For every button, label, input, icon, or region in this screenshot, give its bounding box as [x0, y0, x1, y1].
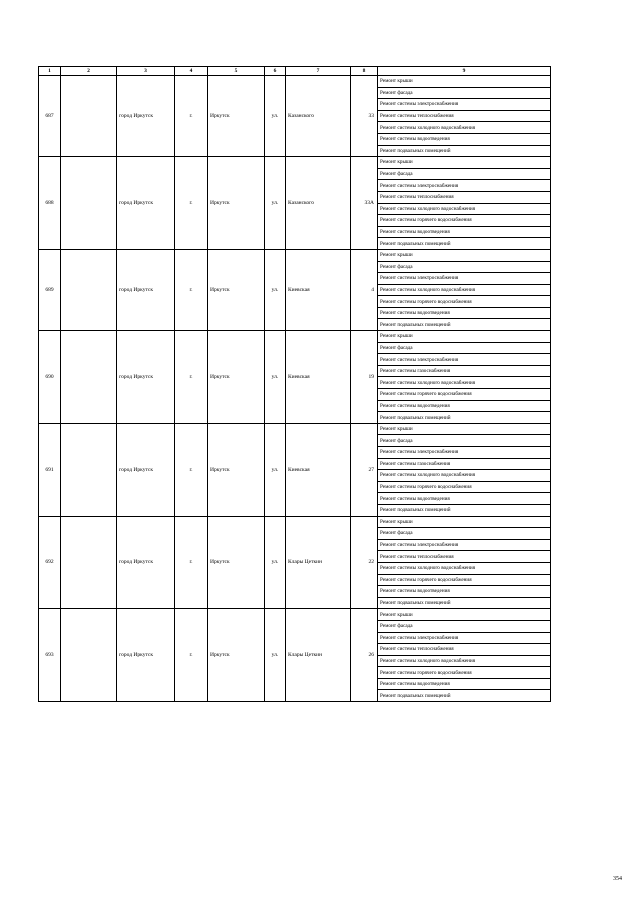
locality-cell: город Иркутск: [117, 331, 175, 424]
repair-work-cell: Ремонт фасада: [378, 528, 551, 540]
street-type-cell: ул.: [265, 609, 286, 702]
repair-work-cell: Ремонт системы горячего водоснабжения: [378, 296, 551, 308]
repair-work-cell: Ремонт системы горячего водоснабжения: [378, 667, 551, 679]
repair-work-cell: Ремонт системы теплоснабжения: [378, 551, 551, 563]
repair-work-cell: Ремонт подвальных помещений: [378, 597, 551, 609]
locality-cell: город Иркутск: [117, 516, 175, 609]
city-cell: Иркутск: [208, 516, 265, 609]
repair-work-cell: Ремонт крыши: [378, 331, 551, 343]
repair-work-cell: Ремонт системы электроснабжения: [378, 273, 551, 285]
street-type-cell: ул.: [265, 423, 286, 516]
locality-cell: город Иркутск: [117, 76, 175, 157]
column-header: 2: [61, 67, 117, 76]
row-number: 688: [39, 157, 61, 250]
repair-work-cell: Ремонт системы электроснабжения: [378, 99, 551, 111]
header-row: [39, 67, 551, 76]
house-number-cell: 27: [351, 423, 378, 516]
column-2-cell: [61, 516, 117, 609]
repair-work-cell: Ремонт крыши: [378, 157, 551, 169]
repair-work-cell: Ремонт фасада: [378, 168, 551, 180]
table-body: [39, 76, 551, 702]
column-header: 5: [208, 67, 265, 76]
locality-cell: город Иркутск: [117, 423, 175, 516]
repair-work-cell: Ремонт системы газоснабжения: [378, 365, 551, 377]
settlement-type-cell: г.: [175, 423, 208, 516]
column-header: 6: [265, 67, 286, 76]
column-header: 1: [39, 67, 61, 76]
table-row: [39, 331, 551, 343]
column-header: 9: [378, 67, 551, 76]
column-header: 7: [286, 67, 351, 76]
repair-work-cell: Ремонт системы электроснабжения: [378, 180, 551, 192]
repair-work-cell: Ремонт подвальных помещений: [378, 412, 551, 424]
repair-work-cell: Ремонт подвальных помещений: [378, 504, 551, 516]
locality-cell: город Иркутск: [117, 157, 175, 250]
settlement-type-cell: г.: [175, 516, 208, 609]
house-number-cell: 33: [351, 76, 378, 157]
column-2-cell: [61, 609, 117, 702]
row-number: 693: [39, 609, 61, 702]
street-cell: Казанского: [286, 157, 351, 250]
house-number-cell: 4: [351, 249, 378, 330]
city-cell: Иркутск: [208, 331, 265, 424]
repair-work-cell: Ремонт системы холодного водоснабжения: [378, 284, 551, 296]
table-row: [39, 609, 551, 621]
table-row: [39, 157, 551, 169]
repair-work-cell: Ремонт крыши: [378, 76, 551, 88]
house-number-cell: 33А: [351, 157, 378, 250]
repair-work-cell: Ремонт фасада: [378, 87, 551, 99]
street-type-cell: ул.: [265, 249, 286, 330]
row-number: 687: [39, 76, 61, 157]
column-header: 8: [351, 67, 378, 76]
column-2-cell: [61, 157, 117, 250]
house-number-cell: 19: [351, 331, 378, 424]
column-2-cell: [61, 423, 117, 516]
repair-work-cell: Ремонт системы холодного водоснабжения: [378, 203, 551, 215]
repair-work-cell: Ремонт системы водоотведения: [378, 678, 551, 690]
repair-work-cell: Ремонт фасада: [378, 261, 551, 273]
repair-work-cell: Ремонт подвальных помещений: [378, 145, 551, 157]
page-number: 354: [613, 876, 622, 882]
table-row: [39, 423, 551, 435]
settlement-type-cell: г.: [175, 76, 208, 157]
house-number-cell: 26: [351, 609, 378, 702]
house-number-cell: 22: [351, 516, 378, 609]
repair-work-cell: Ремонт системы электроснабжения: [378, 447, 551, 459]
repair-work-cell: Ремонт системы электроснабжения: [378, 632, 551, 644]
settlement-type-cell: г.: [175, 331, 208, 424]
settlement-type-cell: г.: [175, 157, 208, 250]
repair-work-cell: Ремонт системы теплоснабжения: [378, 110, 551, 122]
row-number: 692: [39, 516, 61, 609]
street-cell: Киевская: [286, 331, 351, 424]
repair-work-cell: Ремонт системы водоотведения: [378, 307, 551, 319]
repair-work-cell: Ремонт фасада: [378, 342, 551, 354]
table-row: [39, 516, 551, 528]
row-number: 689: [39, 249, 61, 330]
repair-work-cell: Ремонт подвальных помещений: [378, 238, 551, 250]
street-cell: Киевская: [286, 423, 351, 516]
repair-work-cell: Ремонт системы электроснабжения: [378, 354, 551, 366]
repair-work-cell: Ремонт системы электроснабжения: [378, 539, 551, 551]
city-cell: Иркутск: [208, 249, 265, 330]
street-cell: Клары Цеткин: [286, 516, 351, 609]
settlement-type-cell: г.: [175, 249, 208, 330]
repair-work-cell: Ремонт системы горячего водоснабжения: [378, 389, 551, 401]
repair-work-cell: Ремонт системы холодного водоснабжения: [378, 562, 551, 574]
locality-cell: город Иркутск: [117, 249, 175, 330]
repair-work-cell: Ремонт крыши: [378, 516, 551, 528]
repair-work-cell: Ремонт системы теплоснабжения: [378, 191, 551, 203]
repair-registry-table: [38, 66, 551, 702]
city-cell: Иркутск: [208, 157, 265, 250]
repair-work-cell: Ремонт системы водоотведения: [378, 493, 551, 505]
street-type-cell: ул.: [265, 76, 286, 157]
city-cell: Иркутск: [208, 76, 265, 157]
table-row: [39, 249, 551, 261]
column-header: 4: [175, 67, 208, 76]
street-cell: Клары Цеткин: [286, 609, 351, 702]
repair-work-cell: Ремонт фасада: [378, 620, 551, 632]
street-type-cell: ул.: [265, 331, 286, 424]
repair-work-cell: Ремонт системы теплоснабжения: [378, 644, 551, 656]
repair-work-cell: Ремонт системы горячего водоснабжения: [378, 215, 551, 227]
column-2-cell: [61, 76, 117, 157]
city-cell: Иркутск: [208, 423, 265, 516]
column-2-cell: [61, 249, 117, 330]
repair-work-cell: Ремонт системы водоотведения: [378, 400, 551, 412]
street-cell: Казанского: [286, 76, 351, 157]
repair-work-cell: Ремонт подвальных помещений: [378, 319, 551, 331]
repair-work-cell: Ремонт системы водоотведения: [378, 226, 551, 238]
repair-work-cell: Ремонт крыши: [378, 423, 551, 435]
city-cell: Иркутск: [208, 609, 265, 702]
repair-work-cell: Ремонт системы водоотведения: [378, 133, 551, 145]
repair-work-cell: Ремонт системы холодного водоснабжения: [378, 470, 551, 482]
repair-work-cell: Ремонт системы газоснабжения: [378, 458, 551, 470]
repair-work-cell: Ремонт системы холодного водоснабжения: [378, 655, 551, 667]
repair-work-cell: Ремонт системы горячего водоснабжения: [378, 574, 551, 586]
column-2-cell: [61, 331, 117, 424]
repair-work-cell: Ремонт системы водоотведения: [378, 586, 551, 598]
repair-work-cell: Ремонт подвальных помещений: [378, 690, 551, 702]
repair-work-cell: Ремонт крыши: [378, 249, 551, 261]
street-cell: Киевская: [286, 249, 351, 330]
column-header: 3: [117, 67, 175, 76]
repair-work-cell: Ремонт системы холодного водоснабжения: [378, 122, 551, 134]
row-number: 691: [39, 423, 61, 516]
street-type-cell: ул.: [265, 157, 286, 250]
street-type-cell: ул.: [265, 516, 286, 609]
repair-work-cell: Ремонт системы горячего водоснабжения: [378, 481, 551, 493]
repair-work-cell: Ремонт крыши: [378, 609, 551, 621]
repair-work-cell: Ремонт фасада: [378, 435, 551, 447]
locality-cell: город Иркутск: [117, 609, 175, 702]
settlement-type-cell: г.: [175, 609, 208, 702]
repair-work-cell: Ремонт системы холодного водоснабжения: [378, 377, 551, 389]
table-row: [39, 76, 551, 88]
row-number: 690: [39, 331, 61, 424]
